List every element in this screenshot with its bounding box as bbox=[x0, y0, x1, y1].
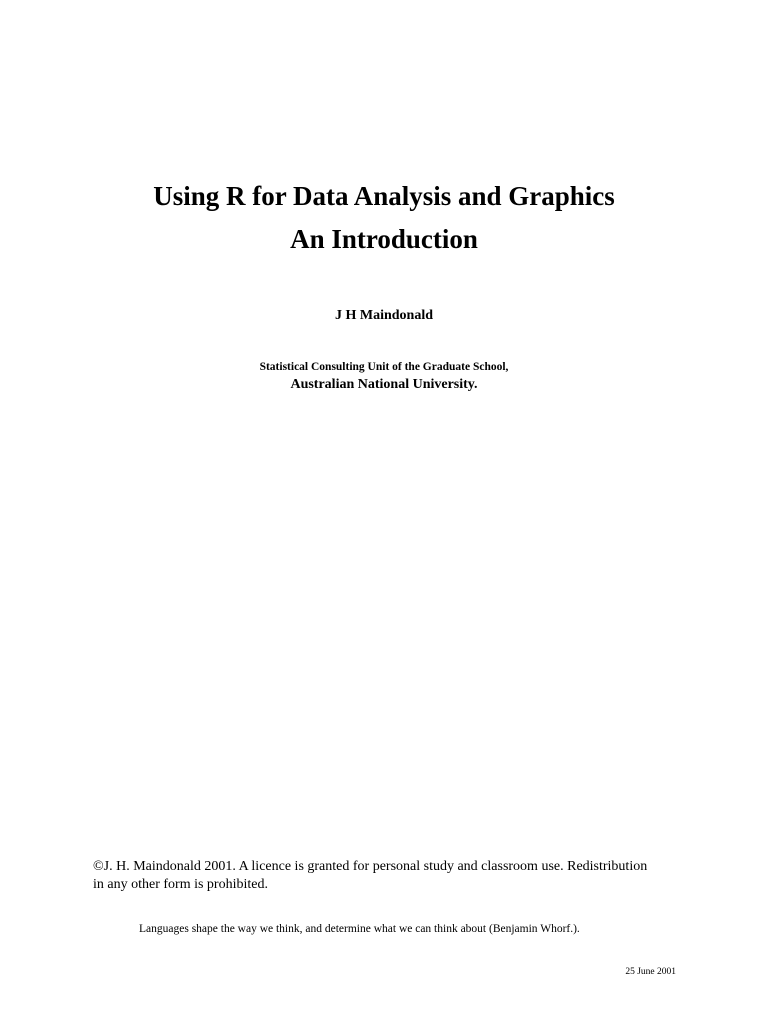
affiliation-line-2: Australian National University. bbox=[290, 377, 478, 392]
document-date: 25 June 2001 bbox=[625, 967, 676, 977]
copyright-line-1: ©J. H. Maindonald 2001. A licence is granted for personal study and classroom use. Redistribution bbox=[93, 859, 648, 874]
affiliation-line-1: Statistical Consulting Unit of the Graduate School, bbox=[259, 361, 509, 373]
title-line-2: An Introduction bbox=[290, 224, 478, 254]
copyright-line-2: in any other form is prohibited. bbox=[93, 877, 268, 892]
copyright-notice bbox=[93, 858, 693, 894]
title-line-1: Using R for Data Analysis and Graphics bbox=[153, 181, 615, 211]
author-name: J H Maindonald bbox=[334, 308, 434, 323]
epigraph-quote: Languages shape the way we think, and determine what we can think about (Benjamin Whorf.). bbox=[139, 923, 580, 935]
